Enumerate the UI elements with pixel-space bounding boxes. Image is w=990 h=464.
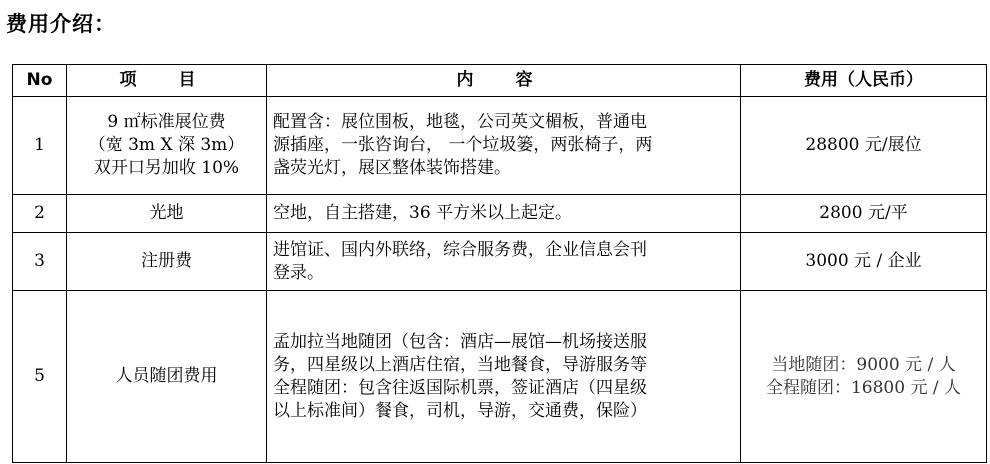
content-line: 孟加拉当地随团（包含：酒店—展馆—机场接送服 xyxy=(273,331,647,352)
row-item xyxy=(67,195,267,233)
row-item xyxy=(67,291,267,463)
table-row xyxy=(13,233,987,291)
row-no: 1 xyxy=(13,97,67,195)
content-line: 空地，自主搭建，36 平方米以上起定。 xyxy=(273,203,573,223)
row-item xyxy=(67,233,267,291)
table-row xyxy=(13,97,987,195)
header-item-label: 项 目 xyxy=(119,70,214,90)
item-line: 人员随团费用 xyxy=(115,366,218,386)
table-header-row xyxy=(13,65,987,97)
row-fee xyxy=(741,195,987,233)
row-no: 5 xyxy=(13,291,67,463)
content-line: 登录。 xyxy=(273,262,324,283)
row-fee xyxy=(741,233,987,291)
page-title: 费用介绍： xyxy=(6,12,116,36)
header-no: No xyxy=(13,65,67,97)
item-line: 9 ㎡标准展位费 xyxy=(107,112,226,132)
fee-line: 当地随团：9000 元 / 人 xyxy=(771,354,956,375)
item-line: 注册费 xyxy=(141,251,192,271)
item-line: （宽 3m X 深 3m） xyxy=(88,135,245,155)
table-row xyxy=(13,291,987,463)
header-item xyxy=(67,65,267,97)
row-content xyxy=(267,233,741,291)
row-content xyxy=(267,97,741,195)
fee-table xyxy=(12,64,987,463)
content-line: 配置含：展位围板，地毯，公司英文楣板，普通电 xyxy=(273,112,647,132)
row-fee xyxy=(741,97,987,195)
row-no: 2 xyxy=(13,195,67,233)
header-fee: 费用（人民币） xyxy=(741,65,987,97)
item-line: 光地 xyxy=(149,203,184,223)
header-content-label: 内 容 xyxy=(456,70,551,90)
fee-line: 2800 元/平 xyxy=(819,203,908,223)
content-line: 务，四星级以上酒店住宿，当地餐食，导游服务等 xyxy=(273,354,647,375)
content-line: 以上标准间）餐食，司机，导游，交通费，保险） xyxy=(273,400,647,421)
fee-line: 全程随团：16800 元 / 人 xyxy=(765,377,962,398)
content-line: 源插座，一张咨询台， 一个垃圾篓，两张椅子，两 xyxy=(273,135,653,155)
content-line: 全程随团：包含往返国际机票，签证酒店（四星级 xyxy=(273,377,647,398)
header-content xyxy=(267,65,741,97)
row-content xyxy=(267,291,741,463)
row-fee xyxy=(741,291,987,463)
row-item xyxy=(67,97,267,195)
table-row xyxy=(13,195,987,233)
row-no: 3 xyxy=(13,233,67,291)
fee-line: 3000 元 / 企业 xyxy=(805,251,922,271)
content-line: 进馆证、国内外联络，综合服务费，企业信息会刊 xyxy=(273,239,647,260)
row-content xyxy=(267,195,741,233)
fee-line: 28800 元/展位 xyxy=(805,135,922,155)
content-line: 盏荧光灯，展区整体装饰搭建。 xyxy=(273,158,511,178)
item-line: 双开口另加收 10% xyxy=(93,158,240,178)
